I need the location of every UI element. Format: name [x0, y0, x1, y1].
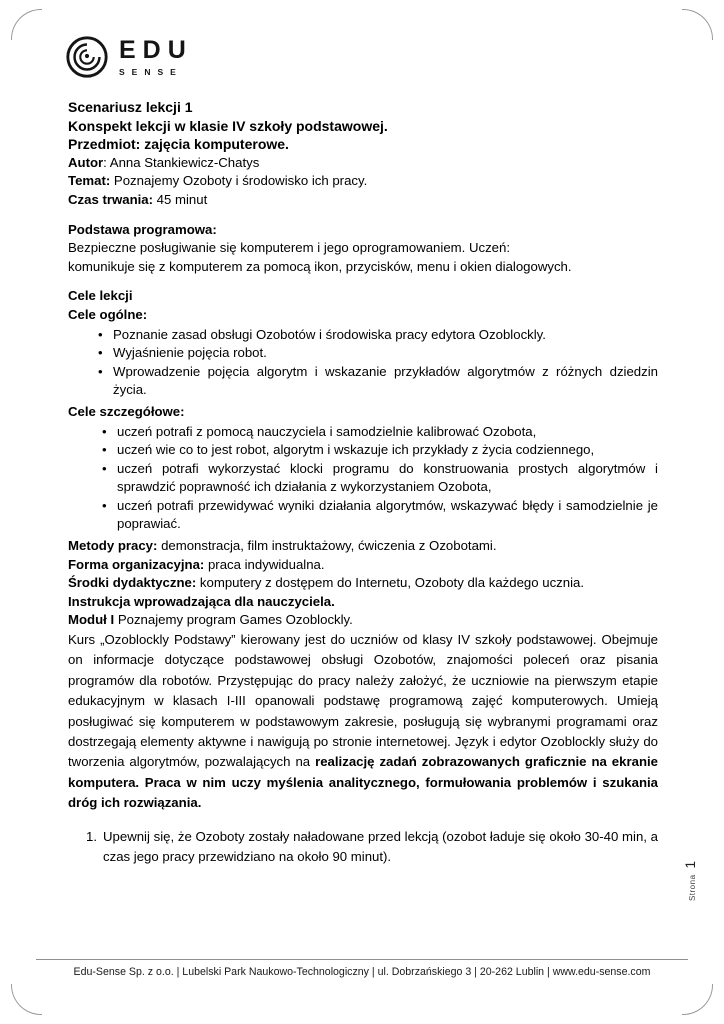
list-item-text: uczeń potrafi z pomocą nauczyciela i samodzielnie kalibrować Ozobota, [117, 423, 537, 439]
bullet-icon: • [102, 423, 107, 439]
logo-edu-text: EDU [119, 35, 193, 64]
lesson-title: Scenariusz lekcji 1 [68, 99, 193, 115]
form-value: praca indywidualna. [204, 556, 325, 572]
bullet-icon: • [102, 442, 107, 458]
step-item-1 [68, 827, 658, 867]
footer-divider [36, 959, 688, 960]
curriculum-label: Podstawa programowa: [68, 221, 217, 237]
course-description-text: Kurs „Ozoblockly Podstawy” kierowany jest do uczniów od klasy IV szkoły podstawowej. Obejmuje on informacje dotyczące podstawowej obsługi Ozobotów, znajomości poleceń oraz pisania programów dla robotów. Przystępując do pracy należy założyć, że uczniowie na pierwszym etapie edukacyjnym w klasach I-III opanowali podstawę programową zajęć komputerowych. Umieją posługiwać się komputerem w podstawowym zakresie, posługują się wybranymi programami oraz dostrzegają elementy aktywne i nawigują po stronie internetowej. Język i edytor Ozoblockly służy do tworzenia algorytmów, pozwalających na [68, 632, 658, 770]
logo-sense-text: SENSE [119, 66, 183, 77]
curriculum-section [68, 221, 658, 277]
form-line [68, 556, 658, 575]
instruction-header: Instrukcja wprowadzająca dla nauczyciela. [68, 593, 335, 609]
list-item-text: Wprowadzenie pojęcia algorytm i wskazanie przykładów algorytmów z różnych dziedzin życia. [113, 363, 658, 398]
goals-title: Cele lekcji [68, 288, 133, 304]
duration-label: Czas trwania: [68, 191, 154, 207]
curriculum-line-1: Bezpieczne posługiwanie się komputerem i jego oprogramowaniem. Uczeń: [68, 240, 511, 256]
bullet-icon: • [98, 363, 103, 379]
duration-line [68, 191, 658, 210]
author-line [68, 154, 658, 173]
list-item [68, 326, 658, 345]
list-item [68, 497, 658, 534]
list-item [68, 344, 658, 363]
goals-section [68, 287, 658, 534]
bullet-icon: • [102, 460, 107, 476]
list-item-text: uczeń wie co to jest robot, algorytm i wskazuje ich przykłady z życia codziennego, [117, 442, 595, 458]
edu-sense-spiral-logo-icon [64, 34, 110, 80]
course-description-bold-text: realizację zadań zobrazowanych graficznie na ekranie komputera. Praca w nim uczy myślenia analitycznego, formułowania problemów i szukania dróg ich rozwiązania. [68, 754, 658, 811]
lesson-subtitle: Konspekt lekcji w klasie IV szkoły podstawowej. [68, 117, 388, 134]
methods-value: demonstracja, film instruktażowy, ćwiczenia z Ozobotami. [157, 538, 497, 554]
page-border-corner-bottom-left [11, 984, 42, 1015]
bullet-icon: • [98, 326, 103, 342]
specific-goals-list [68, 423, 658, 535]
list-item [68, 423, 658, 442]
author-value: : Anna Stankiewicz-Chatys [103, 154, 260, 170]
module-label: Moduł I [68, 612, 115, 628]
bullet-icon: • [98, 345, 103, 361]
methods-line [68, 537, 658, 556]
list-item [68, 441, 658, 460]
topic-label: Temat: [68, 173, 111, 189]
step-text: Upewnij się, że Ozoboty zostały naładowane przed lekcją (ozobot ładuje się około 30-40 min, a czas jego pracy przewidziano na około 90 minut). [103, 828, 658, 864]
page-border-corner-top-left [11, 9, 42, 40]
module-line [68, 611, 658, 630]
page-number-value: 1 [683, 860, 698, 869]
specific-goals-label: Cele szczegółowe: [68, 403, 185, 419]
form-label: Forma organizacyjna: [68, 556, 205, 572]
list-item-text: Wyjaśnienie pojęcia robot. [113, 345, 267, 361]
page-border-corner-bottom-right [682, 984, 713, 1015]
topic-line [68, 172, 658, 191]
document-content [68, 98, 658, 867]
general-goals-label: Cele ogólne: [68, 306, 148, 322]
resources-label: Środki dydaktyczne: [68, 575, 197, 591]
list-item-text: uczeń potrafi wykorzystać klocki programu do konstruowania prostych algorytmów i sprawdzić poprawność ich działania z wykorzystaniem Ozobota, [117, 460, 658, 495]
step-number: 1. [86, 828, 97, 844]
author-label: Autor [68, 154, 104, 170]
resources-line [68, 574, 658, 593]
curriculum-line-2: komunikuje się z komputerem za pomocą ikon, przycisków, menu i okien dialogowych. [68, 258, 572, 274]
resources-value: komputery z dostępem do Internetu, Ozoboty dla każdego ucznia. [196, 575, 585, 591]
course-description [68, 630, 658, 814]
module-value: Poznajemy program Games Ozoblockly. [114, 612, 353, 628]
bullet-icon: • [102, 497, 107, 513]
duration-value: 45 minut [153, 191, 208, 207]
general-goals-list [68, 326, 658, 400]
logo-text [119, 35, 193, 77]
list-item [68, 363, 658, 400]
list-item-text: uczeń potrafi przewidywać wyniki działania algorytmów, wskazywać błędy i samodzielnie je poprawiać. [117, 497, 658, 532]
list-item-text: Poznanie zasad obsługi Ozobotów i środowiska pracy edytora Ozoblockly. [113, 326, 546, 342]
page-number-sidebar [683, 841, 701, 921]
topic-value: Poznajemy Ozoboty i środowisko ich pracy. [110, 173, 368, 189]
page-number-label: Strona [688, 874, 697, 902]
edu-sense-logo [64, 34, 193, 80]
footer-text: Edu-Sense Sp. z o.o. | Lubelski Park Naukowo-Technologiczny | ul. Dobrzańskiego 3 | 20-262 Lublin | www.edu-sense.com [73, 966, 651, 978]
methods-label: Metody pracy: [68, 538, 158, 554]
lesson-subject: Przedmiot: zajęcia komputerowe. [68, 136, 289, 153]
list-item [68, 460, 658, 497]
page-border-corner-top-right [682, 9, 713, 40]
